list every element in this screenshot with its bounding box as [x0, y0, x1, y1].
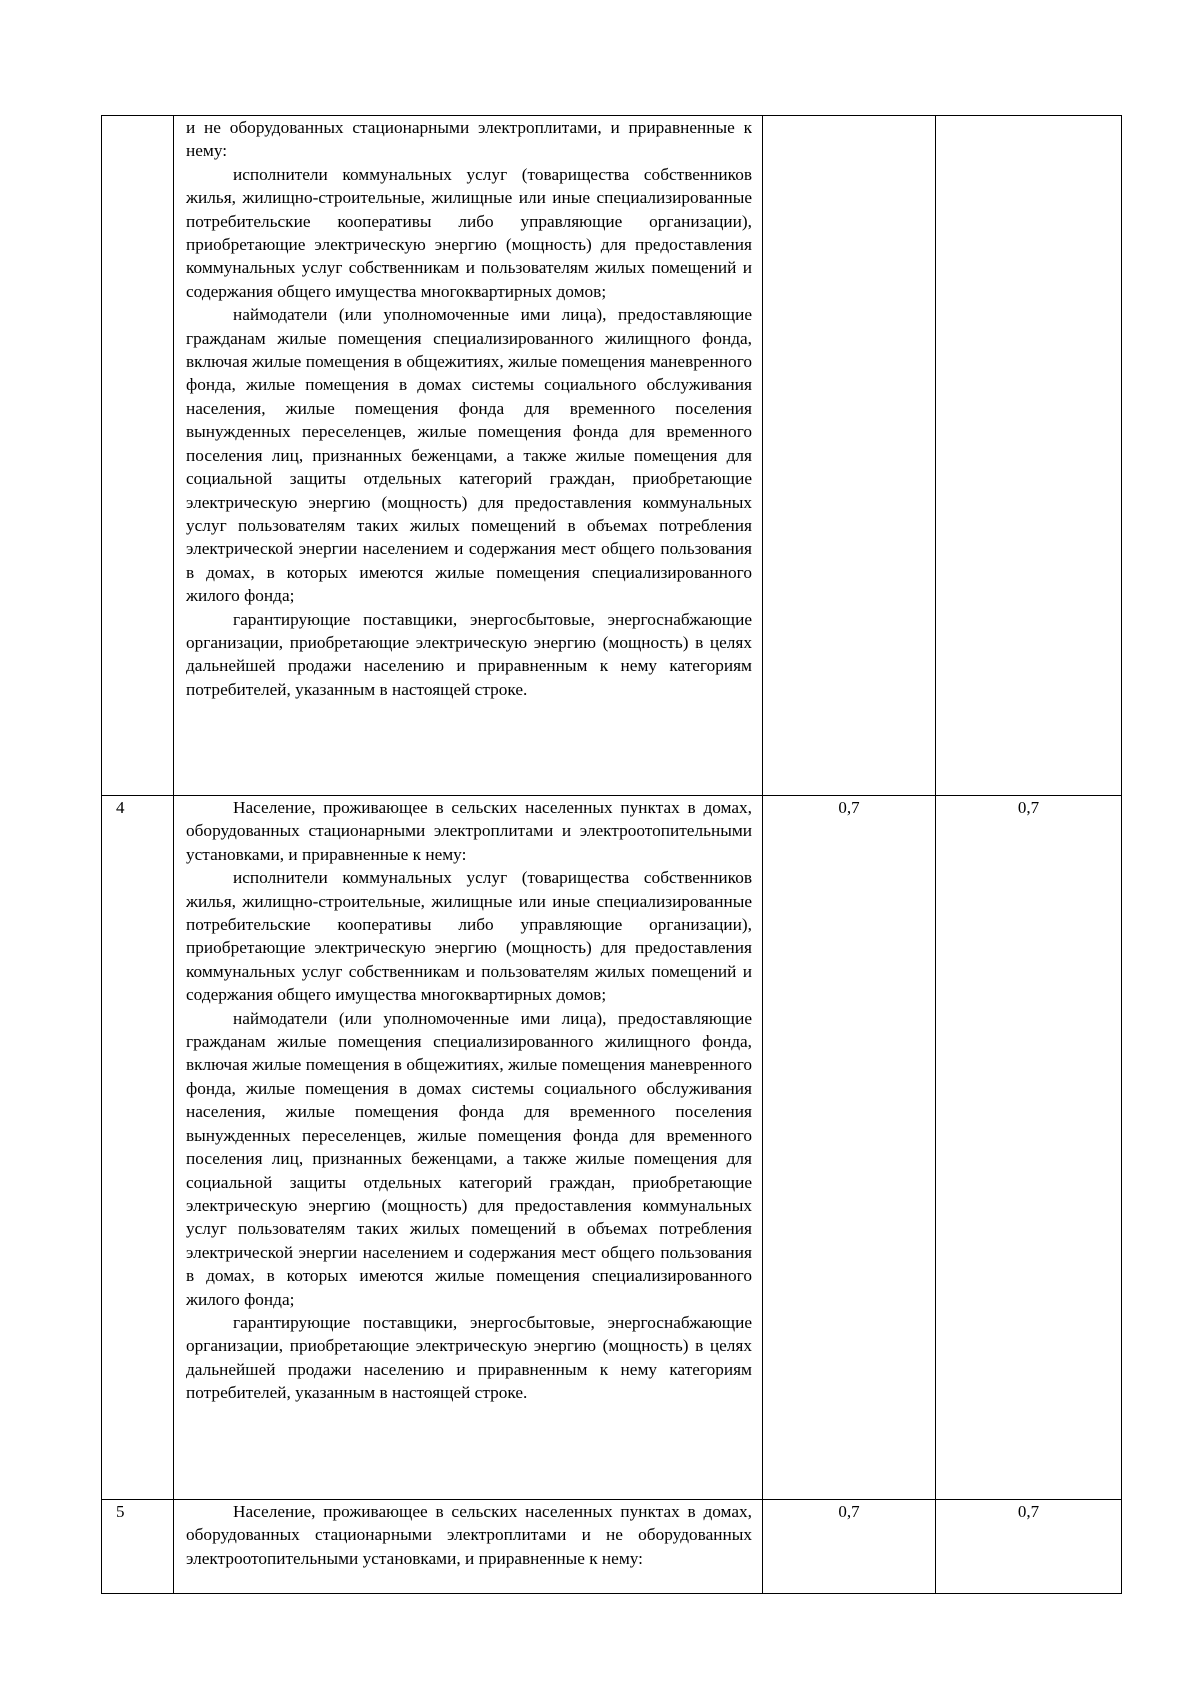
- paragraph: и не оборудованных стационарными электроплитами, и приравненные к нему:: [186, 118, 752, 161]
- value-cell-2: 0,7: [936, 796, 1122, 1500]
- paragraph: наймодатели (или уполномоченные ими лица), предоставляющие гражданам жилые помещения специализированного жилищного фонда, включая жилые помещения в общежитиях, жилые помещения маневренного фонда, жилые помещения в домах системы социального обслуживания населения, жилые помещения фонда для временного поселения вынужденных переселенцев, жилые помещения фонда для временного поселения лиц, признанных беженцами, а также жилые помещения для социальной защиты отдельных категорий граждан, приобретающие электрическую энергию (мощность) для предоставления коммунальных услуг пользователям таких жилых помещений в объемах потребления электрической энергии населением и содержания мест общего пользования в домах, в которых имеются жилые помещения специализированного жилого фонда;: [186, 1008, 752, 1309]
- row-number: 4: [102, 796, 174, 1500]
- value-cell-1: [763, 116, 936, 796]
- row-description: [174, 116, 763, 796]
- paragraph: гарантирующие поставщики, энергосбытовые, энергоснабжающие организации, приобретающие электрическую энергию (мощность) в целях дальнейшей продажи населению и приравненным к нему категориям потребителей, указанным в настоящей строке.: [186, 1312, 752, 1403]
- paragraph: исполнители коммунальных услуг (товарищества собственников жилья, жилищно-строительные, жилищные или иные специализированные потребительские кооперативы либо управляющие организации), приобретающие электрическую энергию (мощность) для предоставления коммунальных услуг собственникам и пользователям жилых помещений и содержания общего имущества многоквартирных домов;: [186, 868, 752, 1005]
- table-row: [102, 796, 1122, 1500]
- table-row: [102, 116, 1122, 796]
- table-row: [102, 1500, 1122, 1594]
- paragraph: исполнители коммунальных услуг (товарищества собственников жилья, жилищно-строительные, жилищные или иные специализированные потребительские кооперативы либо управляющие организации), приобретающие электрическую энергию (мощность) для предоставления коммунальных услуг собственникам и пользователям жилых помещений и содержания общего имущества многоквартирных домов;: [186, 164, 752, 301]
- paragraph: гарантирующие поставщики, энергосбытовые, энергоснабжающие организации, приобретающие электрическую энергию (мощность) в целях дальнейшей продажи населению и приравненным к нему категориям потребителей, указанным в настоящей строке.: [186, 609, 752, 699]
- tariff-table: [101, 115, 1122, 1594]
- paragraph: Население, проживающее в сельских населенных пунктах в домах, оборудованных стационарными электроплитами и не оборудованных электроотопительными установками, и приравненные к нему:: [186, 1502, 752, 1568]
- value-cell-2: 0,7: [936, 1500, 1122, 1594]
- value-cell-1: 0,7: [763, 796, 936, 1500]
- value-cell-1: 0,7: [763, 1500, 936, 1594]
- value-cell-2: [936, 116, 1122, 796]
- paragraph: Население, проживающее в сельских населенных пунктах в домах, оборудованных стационарными электроплитами и электроотопительными установками, и приравненные к нему:: [186, 798, 752, 864]
- row-description: [174, 1500, 763, 1594]
- row-number: [102, 116, 174, 796]
- row-number: 5: [102, 1500, 174, 1594]
- row-description: [174, 796, 763, 1500]
- paragraph: наймодатели (или уполномоченные ими лица), предоставляющие гражданам жилые помещения специализированного жилищного фонда, включая жилые помещения в общежитиях, жилые помещения маневренного фонда, жилые помещения в домах системы социального обслуживания населения, жилые помещения фонда для временного поселения вынужденных переселенцев, жилые помещения фонда для временного поселения лиц, признанных беженцами, а также жилые помещения для социальной защиты отдельных категорий граждан, приобретающие электрическую энергию (мощность) для предоставления коммунальных услуг пользователям таких жилых помещений в объемах потребления электрической энергии населением и содержания мест общего пользования в домах, в которых имеются жилые помещения специализированного жилого фонда;: [186, 305, 752, 606]
